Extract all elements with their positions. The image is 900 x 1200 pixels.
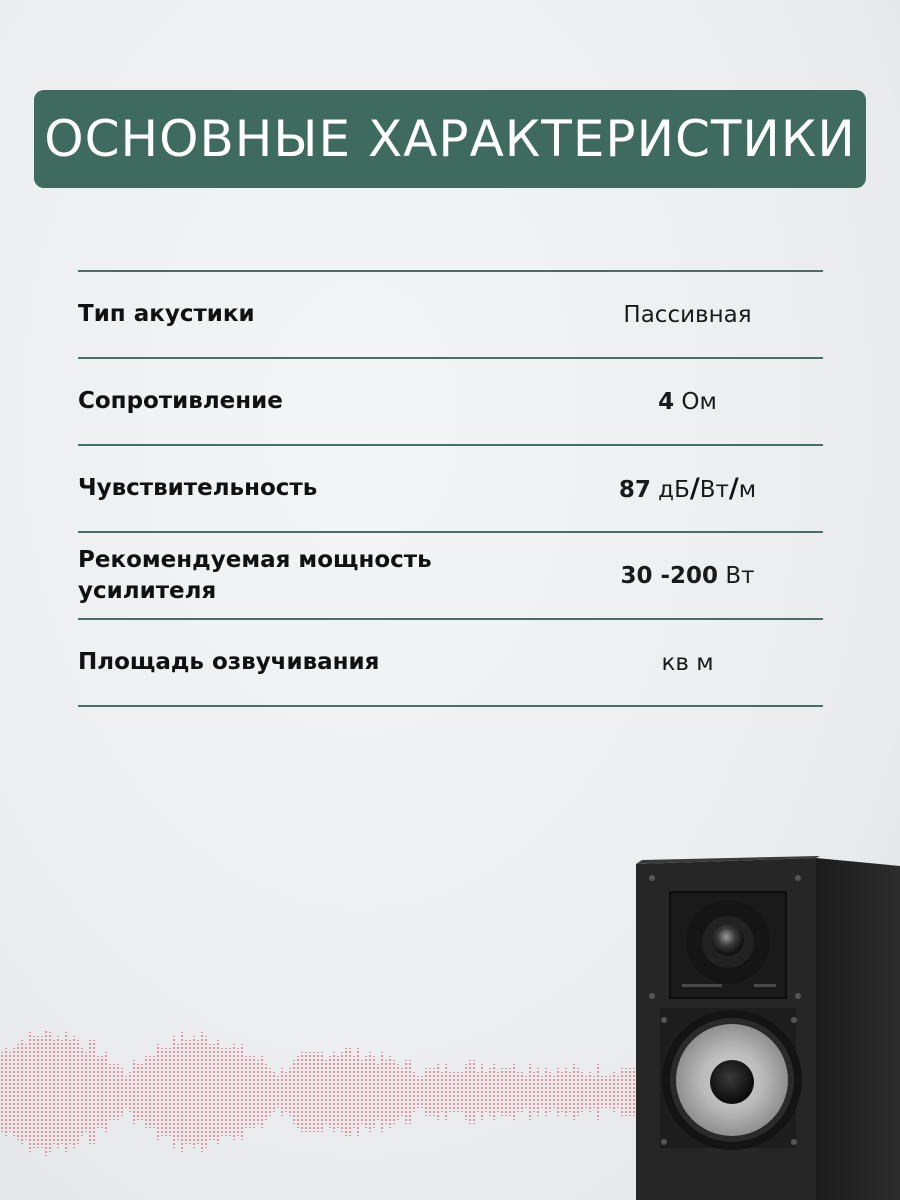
spec-unit: Вт: [725, 562, 755, 589]
spec-label: Тип акустики: [78, 301, 255, 327]
spec-unit: м: [738, 477, 757, 503]
slash-glyph: /: [728, 473, 739, 504]
divider: [78, 705, 823, 707]
spec-value: [558, 473, 823, 504]
spec-value: [558, 302, 823, 328]
spec-label: Чувствительность: [78, 475, 318, 501]
spec-row-type: [78, 272, 823, 357]
sound-wave-icon: [0, 1030, 640, 1165]
spec-number: 30 -200: [620, 562, 719, 589]
slash-glyph: /: [689, 473, 700, 504]
spec-value: [558, 389, 823, 415]
spec-unit: кв м: [661, 649, 714, 676]
speaker-image: [634, 850, 900, 1200]
spec-row-impedance: [78, 359, 823, 444]
spec-row-sensitivity: [78, 446, 823, 531]
spec-number: 4: [658, 388, 675, 415]
spec-unit: Ом: [681, 388, 717, 415]
spec-number: 87: [618, 477, 651, 503]
spec-label: Площадь озвучивания: [78, 649, 380, 675]
title-banner: [34, 90, 866, 188]
spec-value: [558, 650, 823, 676]
spec-unit: Вт: [699, 477, 729, 503]
spec-value: [558, 563, 823, 589]
spec-unit: Пассивная: [623, 301, 752, 328]
spec-label: Сопротивление: [78, 388, 283, 414]
spec-unit: дБ: [658, 477, 690, 503]
spec-label: Рекомендуемая мощность усилителя: [78, 546, 432, 604]
spec-table: [78, 270, 823, 707]
spec-row-power: [78, 533, 823, 618]
spec-row-area: [78, 620, 823, 705]
page-title: ОСНОВНЫЕ ХАРАКТЕРИСТИКИ: [44, 110, 856, 168]
